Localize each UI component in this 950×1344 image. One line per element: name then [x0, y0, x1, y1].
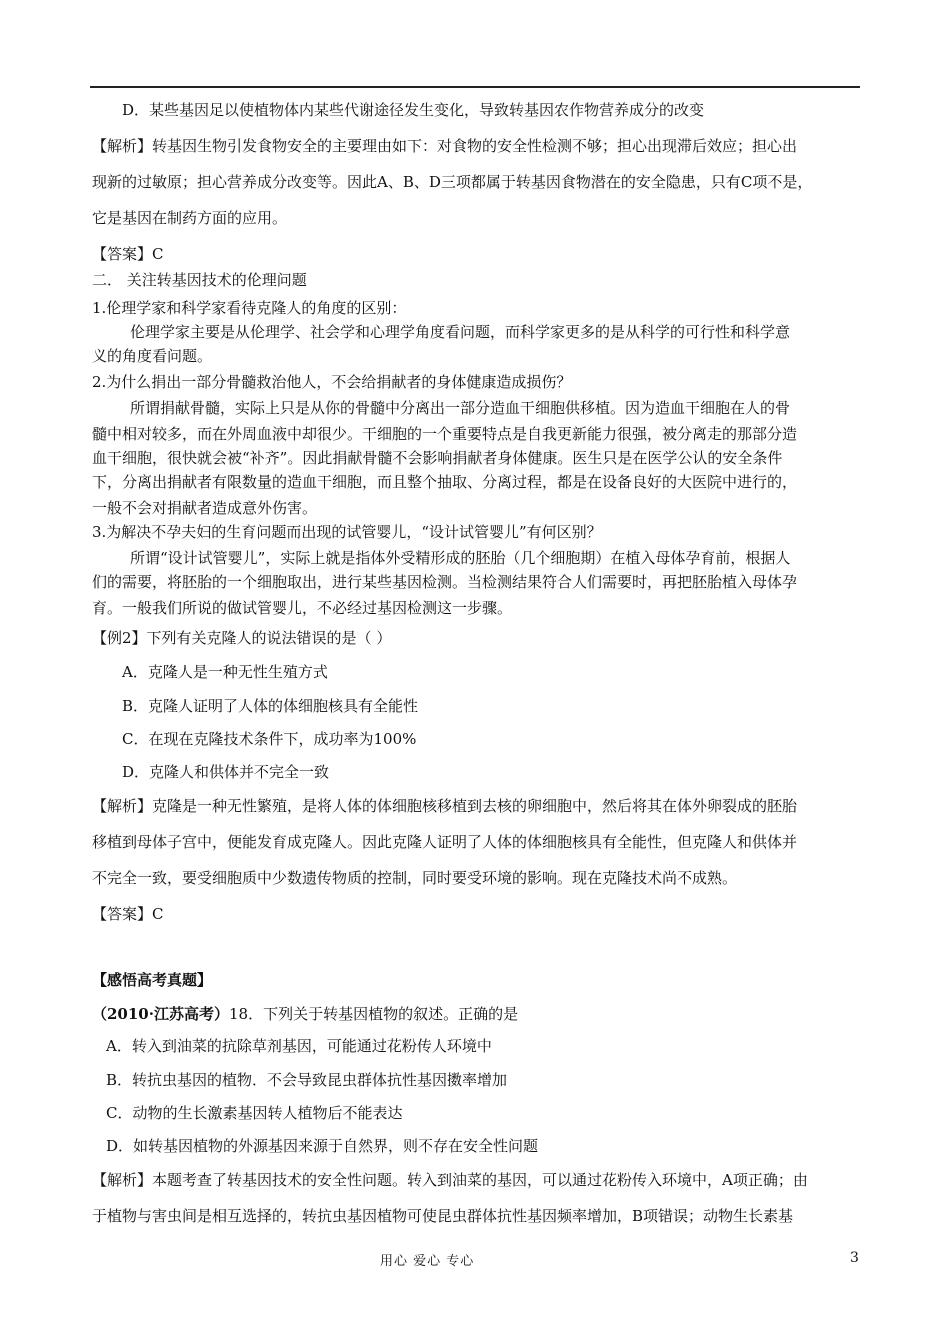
paragraph-line: 伦理学家主要是从伦理学、社会学和心理学角度看问题，而科学家更多的是从科学的可行性和科学意 [130, 323, 791, 341]
answer-line: 【答案】C [92, 245, 164, 263]
question-heading: 3.为解决不孕夫妇的生育问题而出现的试管婴儿，“设计试管婴儿”有何区别？ [92, 523, 602, 541]
paragraph-line: 髓中相对较多，而在外周血液中却很少。干细胞的一个重要特点是自我更新能力很强，被分离走的那部分造 [92, 425, 798, 443]
paragraph-line: 义的角度看问题。 [92, 347, 213, 365]
page-number: 3 [850, 1250, 859, 1266]
analysis-line: 【解析】本题考查了转基因技术的安全性问题。转入到油菜的基因，可以通过花粉传入环境中，A项正确；由 [92, 1171, 808, 1189]
section-title: 【感悟高考真题】 [92, 971, 213, 989]
question-heading: 2.为什么捐出一部分骨髓救治他人，不会给捐献者的身体健康造成损伤？ [92, 373, 572, 391]
option-a: A．克隆人是一种无性生殖方式 [122, 663, 328, 681]
option-a: A．转入到油菜的抗除草剂基因，可能通过花粉传人环境中 [106, 1037, 492, 1055]
exam-stem: 18．下列关于转基因植物的叙述。正确的是 [228, 1005, 519, 1023]
page-footer: 用心 爱心 专心 [380, 1254, 475, 1269]
option-d: D．如转基因植物的外源基因来源于自然界，则不存在安全性问题 [106, 1137, 539, 1155]
option-c: C．在现在克隆技术条件下，成功率为100% [122, 730, 417, 748]
paragraph-line: 所谓“设计试管婴儿”，实际上就是指体外受精形成的胚胎（几个细胞期）在植入母体孕育前，根据人 [130, 549, 791, 567]
analysis-line: 它是基因在制药方面的应用。 [92, 209, 288, 227]
example-question: 【例2】下列有关克隆人的说法错误的是（ ） [92, 629, 392, 647]
answer-line: 【答案】C [92, 905, 164, 923]
paragraph-line: 所谓捐献骨髓，实际上只是从你的骨髓中分离出一部分造血干细胞供移植。因为造血干细胞在人的骨 [130, 399, 791, 417]
option-d: D．克隆人和供体并不完全一致 [122, 763, 330, 781]
option-b: B．克隆人证明了人体的体细胞核具有全能性 [122, 697, 419, 715]
option-c: C．动物的生长激素基因转人植物后不能表达 [106, 1104, 403, 1122]
analysis-line: 不完全一致，要受细胞质中少数遗传物质的控制，同时要受环境的影响。现在克隆技术尚不成熟。 [92, 869, 738, 887]
paragraph-line: 们的需要，将胚胎的一个细胞取出，进行某些基因检测。当检测结果符合人们需要时，再把胚胎植入母体孕 [92, 573, 798, 591]
option-d-line: D．某些基因足以使植物体内某些代谢途径发生变化，导致转基因农作物营养成分的改变 [122, 101, 705, 119]
analysis-line: 【解析】克隆是一种无性繁殖，是将人体的体细胞核移植到去核的卵细胞中，然后将其在体外卵裂成的胚胎 [92, 797, 798, 815]
paragraph-line: 育。一般我们所说的做试管婴儿，不必经过基因检测这一步骤。 [92, 599, 513, 617]
option-b: B．转抗虫基因的植物．不会导致昆虫群体抗性基因擞率增加 [106, 1071, 508, 1089]
section-heading: 二． 关注转基因技术的伦理问题 [92, 271, 307, 289]
exam-source: （2010·江苏高考） [92, 1005, 229, 1023]
paragraph-line: 一般不会对捐献者造成意外伤害。 [92, 499, 318, 517]
paragraph-line: 下，分离出捐献者有限数量的造血干细胞，而且整个抽取、分离过程，都是在设备良好的大医院中进行的， [92, 473, 798, 491]
header-rule [90, 86, 860, 88]
analysis-line: 现新的过敏原；担心营养成分改变等。因此A、B、D三项都属于转基因食物潜在的安全隐患，只有C项不是， [92, 173, 813, 191]
analysis-line: 于植物与害虫间是相互选择的，转抗虫基因植物可使昆虫群体抗性基因频率增加，B项错误；动物生长素基 [92, 1207, 794, 1225]
question-heading: 1.伦理学家和科学家看待克隆人的角度的区别： [92, 299, 407, 317]
paragraph-line: 血干细胞，很快就会被“补齐”。因此捐献骨髓不会影响捐献者身体健康。医生只是在医学公认的安全条件 [92, 449, 783, 467]
exam-question [92, 1004, 518, 1024]
analysis-line: 移植到母体子宫中，便能发育成克隆人。因此克隆人证明了人体的体细胞核具有全能性，但克隆人和供体并 [92, 833, 798, 851]
analysis-line: 【解析】转基因生物引发食物安全的主要理由如下：对食物的安全性检测不够；担心出现滞后效应；担心出 [92, 137, 798, 155]
